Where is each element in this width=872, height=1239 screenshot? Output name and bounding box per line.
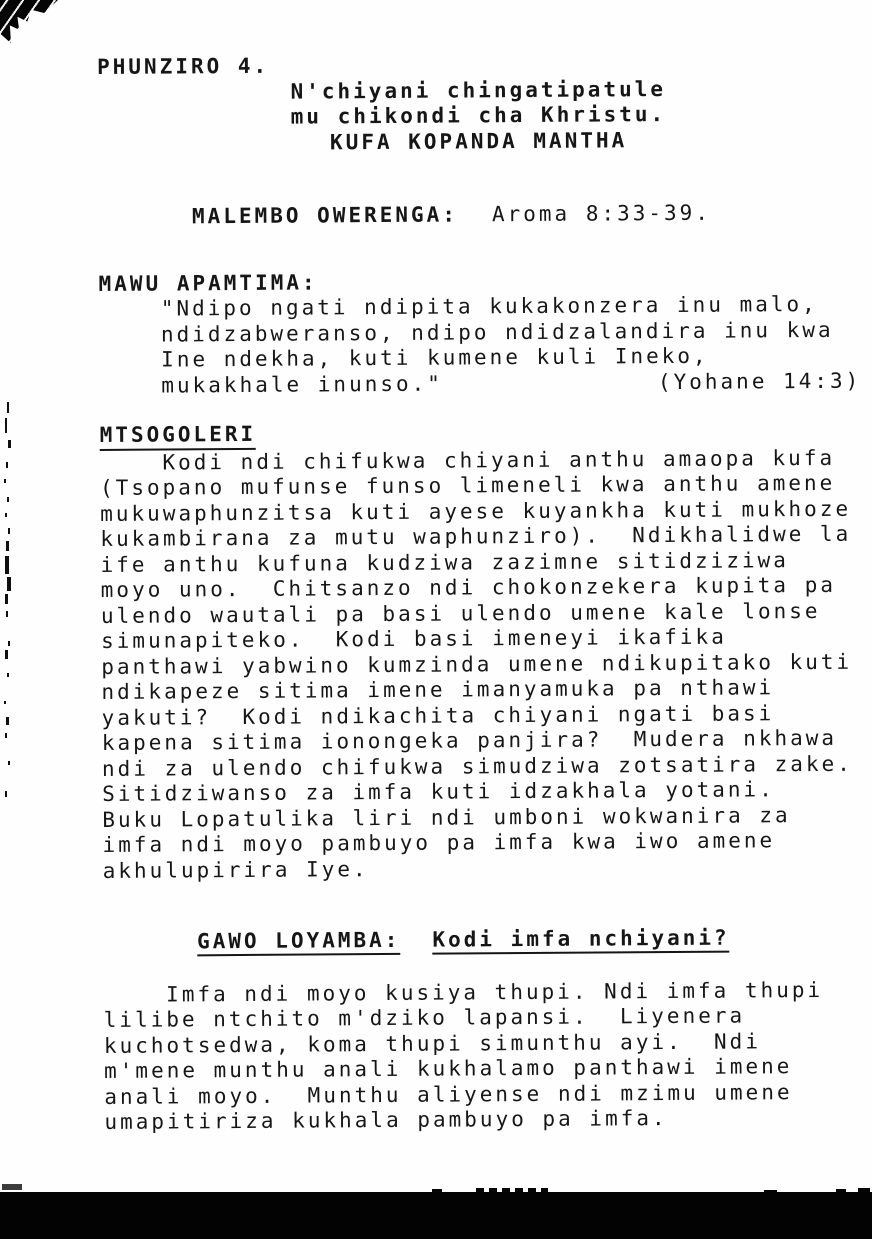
speckle-mark — [7, 402, 9, 413]
speckle-mark — [5, 594, 8, 604]
text-line: anali moyo. Munthu aliyense ndi mzimu umene — [104, 1079, 793, 1109]
speckle-mark — [5, 513, 7, 517]
text-line: Imfa ndi moyo kusiya thupi. Ndi imfa thupi — [103, 977, 824, 1007]
text-line: lilibe ntchito m'dziko lapansi. Liyenera — [103, 1003, 746, 1032]
scripture-reading-label: MALEMBO OWERENGA: — [191, 201, 458, 228]
text-line: mukuwaphunzitsa kuti ayese kuyankha kuti mukhoze — [100, 496, 852, 526]
text-line: Sitidziwanso za imfa kuti idzakhala yotani. — [102, 777, 775, 806]
text-line: mukakhale inunso." — [161, 371, 443, 398]
text-line: ulendo wautali pa basi ulendo umene kale lonse — [100, 598, 821, 628]
speckle-mark — [8, 641, 10, 646]
speckle-mark — [8, 528, 10, 534]
speckle-mark — [8, 440, 11, 448]
speckle-mark — [6, 717, 9, 725]
verse-reference: (Yohane 14:3) — [657, 368, 862, 394]
part-one-heading-row — [103, 899, 866, 983]
scan-artifact-left-speckles — [0, 0, 16, 1239]
speckle-mark — [5, 791, 7, 797]
scan-artifact-bottom-band — [0, 1192, 872, 1239]
title-line: KUFA KOPANDA MANTHA — [329, 127, 628, 154]
part-one-subheading: Kodi imfa nchiyani? — [432, 925, 729, 955]
intro-heading: MTSOGOLERI — [100, 422, 257, 451]
text-line: kuchotsedwa, koma thupi simunthu ayi. Ndi — [103, 1028, 761, 1058]
text-line: panthawi yabwino kumzinda umene ndikupitako kuti — [101, 649, 853, 679]
memory-verse-label: MAWU APAMTIMA: — [98, 269, 318, 296]
part-one-paragraph — [103, 977, 866, 1135]
speckle-mark — [6, 611, 8, 617]
lesson-title — [97, 75, 860, 157]
text-line: kukambirana za mutu waphunziro). Ndikhalidwe la — [100, 521, 852, 551]
text-line: Kodi ndi chifukwa chiyani anthu amaopa kufa — [99, 445, 836, 475]
text-line: kapena sitima ionongeka panjira? Mudera nkhawa — [101, 725, 838, 755]
speckle-mark — [5, 650, 8, 659]
title-line: N'chiyani chingatipatule — [290, 76, 667, 104]
lesson-number: PHUNZIRO 4. — [97, 53, 270, 79]
speckle-mark — [5, 733, 7, 738]
text-line: "Ndipo ngati ndipita kukakonzera inu malo, — [160, 291, 818, 321]
text-line: ndikapeze sitima imene imanyamuka pa nthawi — [101, 675, 775, 704]
speckle-mark — [8, 761, 10, 765]
text-line: simunapiteko. Kodi basi imeneyi ikafika — [101, 624, 727, 653]
part-one-heading: GAWO LOYAMBA: — [197, 927, 401, 956]
text-line: (Tsopano mufunse funso limeneli kwa anthu amene — [99, 470, 836, 500]
text-line: ndi za ulendo chifukwa simudziwa zotsatira zake. — [101, 751, 853, 781]
text-line: Ine ndekha, kuti kumene kuli Ineko, — [161, 343, 709, 372]
title-line: mu chikondi cha Khristu. — [290, 102, 667, 129]
text-line: m'mene munthu anali kukhalamo panthawi imene — [104, 1054, 793, 1083]
speckle-mark — [5, 556, 9, 574]
text-line: yakuti? Kodi ndikachita chiyani ngati basi — [101, 700, 775, 730]
speckle-mark — [5, 418, 7, 433]
intro-paragraph — [100, 445, 865, 884]
document-content — [97, 50, 867, 1239]
text-line: akhulupirira Iye. — [102, 856, 369, 883]
speckle-mark — [4, 479, 6, 483]
scripture-reading-line — [98, 174, 861, 256]
text-line: ndidzabweranso, ndipo ndidzalandira inu kwa — [160, 317, 834, 347]
text-line: Buku Lopatulika liri ndi umboni wokwanira za — [102, 802, 791, 832]
speckle-mark — [6, 541, 9, 551]
text-line: moyo uno. Chitsanzo ndi chokonzekera kupita pa — [100, 572, 837, 602]
scan-artifact-dash — [2, 1184, 22, 1190]
speckle-mark — [4, 701, 6, 704]
text-line: umapitiriza kukhala pambuyo pa imfa. — [104, 1106, 668, 1134]
text-line: imfa ndi moyo pambuyo pa imfa kwa iwo amene — [102, 828, 776, 857]
speckle-mark — [6, 462, 8, 468]
text-line: ife anthu kufuna kudziwa zazimne sitidziziwa — [100, 547, 789, 577]
memory-verse-quote — [99, 292, 862, 399]
speckle-mark — [7, 497, 9, 502]
speckle-mark — [7, 673, 9, 677]
speckle-mark — [7, 577, 11, 591]
scripture-reading-value: Aroma 8:33-39. — [491, 200, 712, 226]
memory-verse-last-line — [161, 368, 861, 398]
